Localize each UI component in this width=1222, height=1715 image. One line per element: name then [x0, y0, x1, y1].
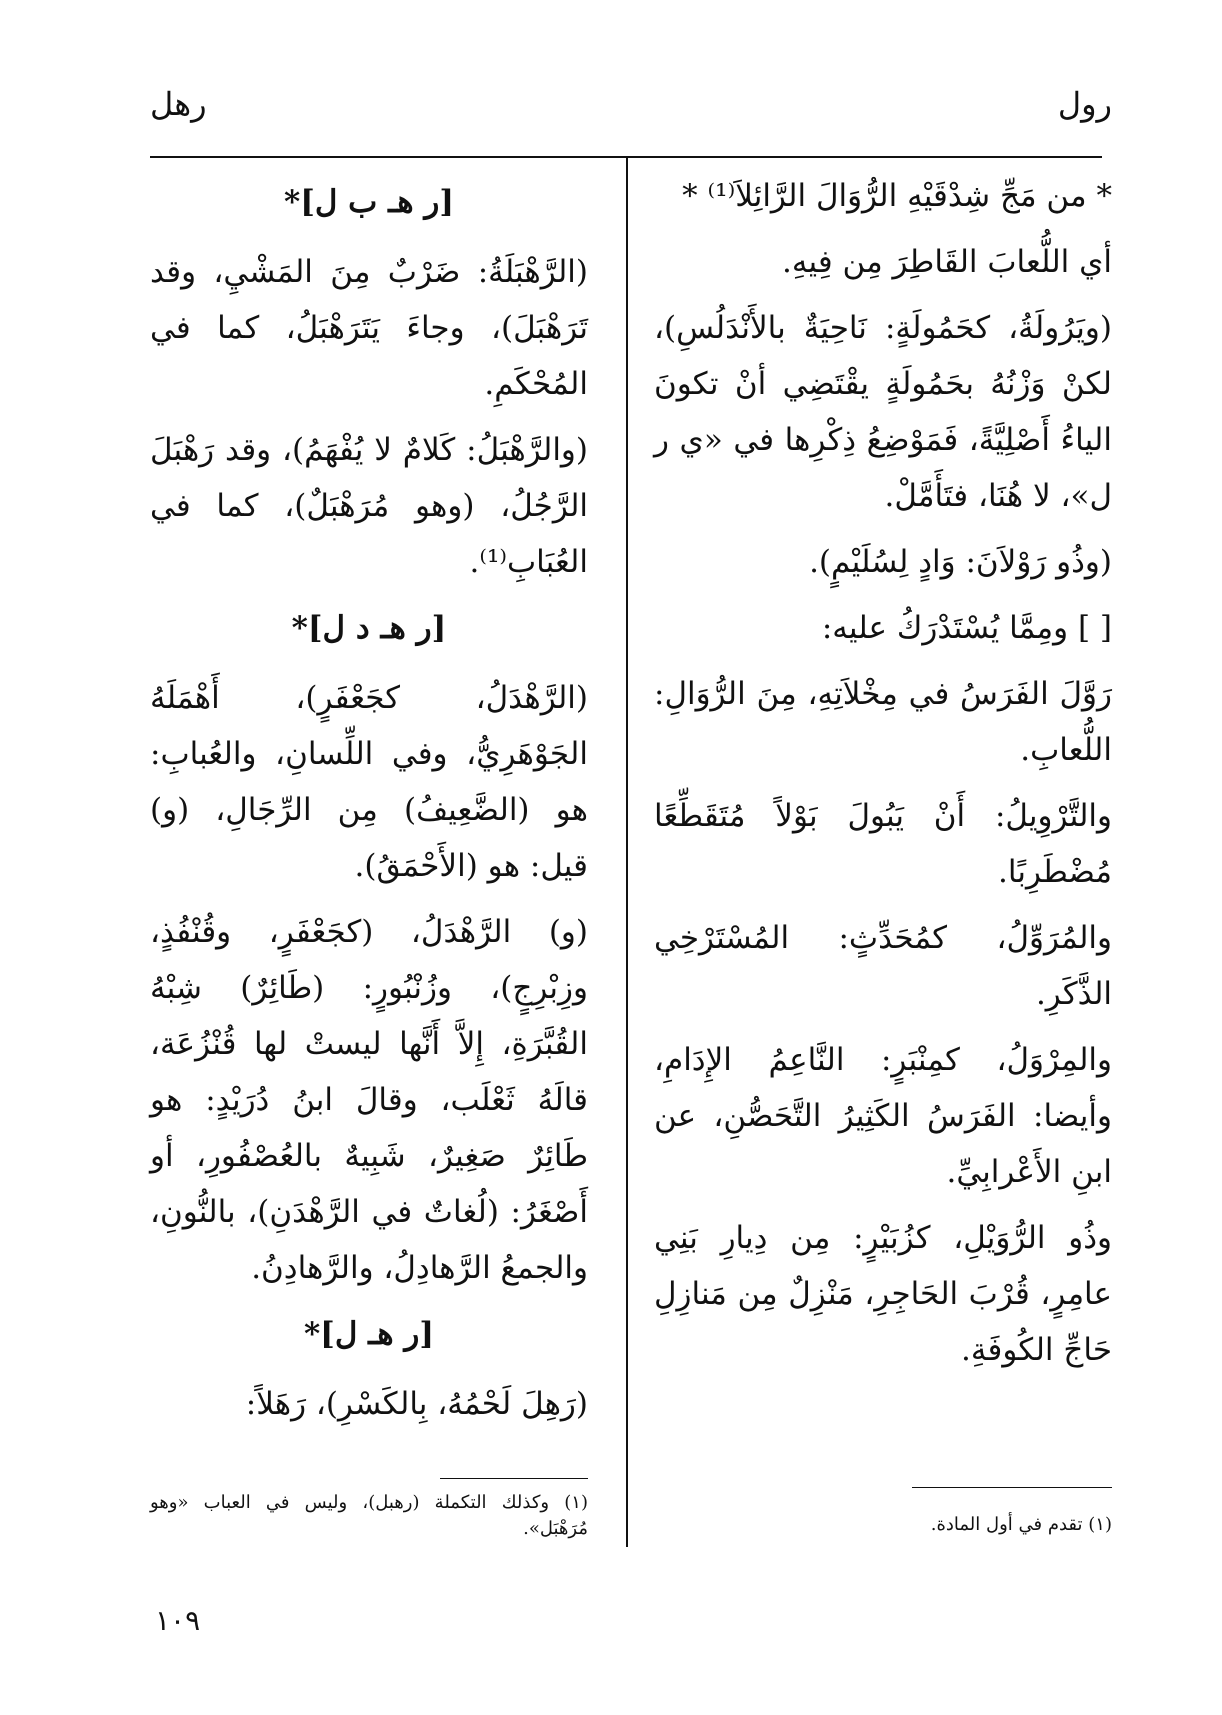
- entry-rahila: (رَهِلَ لَحْمُهُ، بِالكَسْرِ)، رَهَلاً:: [245, 1386, 588, 1422]
- entry-rahdal: (الرَّهْدَلُ، كجَعْفَرٍ)، أَهْمَلَهُ الجَوْهَرِيُّ، وفي اللِّسانِ، والعُبابِ: هو (الضَّعِيفُ) مِن الرِّجَالِ، (و) قيل: هو (الأَحْمَقُ).: [150, 680, 588, 884]
- entry-rahbal: (والرَّهْبَلُ: كَلامٌ لا يُفْهَمُ)، وقد رَهْبَلَ الرَّجُلُ، (وهو مُرَهْبَلٌ)، كما في العُبَابِ⁽¹⁾.: [150, 432, 588, 580]
- column-divider: [626, 157, 628, 1547]
- root-heading-rhl: [ر هـ ل]*: [303, 1316, 435, 1352]
- footnote-rule-left: [440, 1478, 588, 1479]
- verse-gloss: أي اللُّعابَ القَاطِرَ مِن فِيهِ.: [781, 244, 1112, 280]
- running-header-left: رهل: [150, 85, 207, 123]
- verse-line: * من مَجِّ شِدْقَيْهِ الرُّوَالَ الرَّائِلاَ⁽¹⁾ *: [682, 178, 1112, 214]
- entry-rahbala: (الرَّهْبَلَةُ: ضَرْبٌ مِنَ المَشْيِ، وقد تَرَهْبَلَ)، وجاءَ يَتَرَهْبَلُ، كما في المُحْكَمِ.: [150, 254, 588, 402]
- footnote-rule-right: [912, 1487, 1112, 1488]
- root-heading-rhdl: [ر هـ د ل]*: [291, 610, 447, 646]
- entry-murawwil: والمُرَوِّلُ، كمُحَدِّثٍ: المُسْتَرْخِي الذَّكَرِ.: [654, 920, 1112, 1012]
- entry-dhu-ruwayl: وذُو الرُّوَيْلِ، كزُبَيْرٍ: مِن دِيارِ بَنِي عامِرٍ، قُرْبَ الحَاجِرِ، مَنْزِلٌ مِن مَنازِلِ حَاجِّ الكُوفَةِ.: [654, 1220, 1112, 1368]
- left-column: [150, 168, 588, 1442]
- root-heading-rhbl: [ر هـ ب ل]*: [283, 184, 455, 220]
- supplement-heading: [ ] ومِمَّا يُسْتَدْرَكُ عليه:: [821, 610, 1112, 646]
- right-column: [654, 168, 1112, 1388]
- entry-tarwil: والتَّرْوِيلُ: أَنْ يَبُولَ بَوْلاً مُتَقَطِّعًا مُضْطَرِبًا.: [654, 798, 1112, 890]
- entry-mirwal: والمِرْوَلُ، كمِنْبَرٍ: النَّاعِمُ الإِدَامِ، وأيضا: الفَرَسُ الكَثِيرُ التَّحَصُّنِ، عن ابنِ الأَعْرابِيِّ.: [654, 1042, 1112, 1190]
- footnote-left: (١) وكذلك التكملة (رهبل)، وليس في العباب «وهو مُرَهْبَل».: [150, 1492, 588, 1539]
- page-number: ١٠٩: [155, 1604, 201, 1637]
- entry-rahdal-bird: (و) الرَّهْدَلُ، (كجَعْفَرٍ، وقُنْفُذٍ، وزِبْرِجٍ)، وزُنْبُورٍ: (طَائِرٌ) شِبْهُ القُبَّرَةِ، إِلاَّ أَنَّها ليستْ لها قُنْزُعَة، قالَهُ ثَعْلَب، وقالَ ابنُ دُرَيْدٍ: هو طَائِرٌ صَغِيرٌ، شَبِيهٌ بالعُصْفُورِ، أو أَصْغَرُ: (لُغاتٌ في الرَّهْدَنِ)، بالنُّونِ، والجمعُ الرَّهادِلُ، والرَّهادِنُ.: [150, 914, 588, 1286]
- footnote-right: (١) تقدم في أول المادة.: [930, 1514, 1112, 1535]
- entry-yarula: (ويَرُولَةُ، كحَمُولَةٍ: نَاحِيَةٌ بالأَنْدَلُسِ)، لكنْ وَزْنُهُ بحَمُولَةٍ يقْتَضِي أنْ تكونَ الياءُ أَصْلِيَّةً، فَمَوْضِعُ ذِكْرِها في «ي ر ل»، لا هُنَا، فتَأَمَّلْ.: [654, 310, 1112, 514]
- entry-dhu-rawlan: (وذُو رَوْلاَنَ: وَادٍ لِسُلَيْمٍ).: [809, 544, 1112, 580]
- entry-rawwala: رَوَّلَ الفَرَسُ في مِخْلاَتِهِ، مِنَ الرُّوَالِ: اللُّعابِ.: [654, 676, 1112, 768]
- running-header-right: رول: [1057, 85, 1112, 123]
